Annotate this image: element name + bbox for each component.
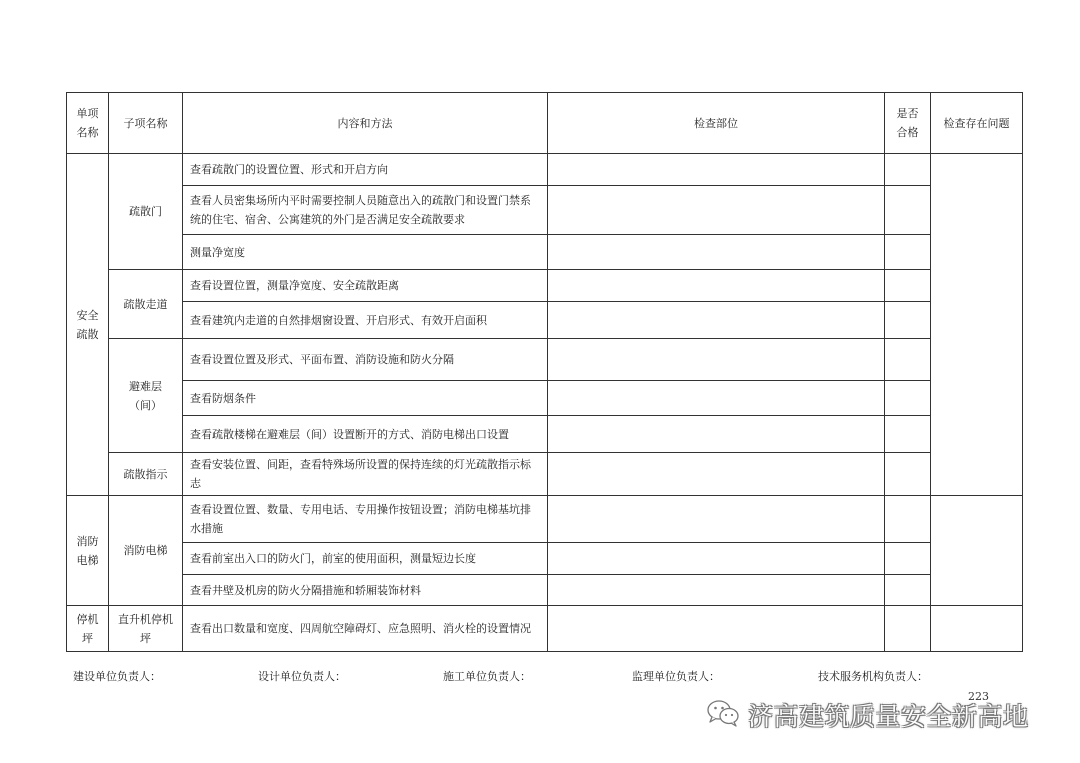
check-method: 查看前室出入口的防火门，前室的使用面积，测量短边长度 [183,543,548,575]
header-row [67,93,1023,154]
header-location: 检查部位 [548,93,885,154]
table-row [67,606,1023,652]
subitem-evacuation-corridor: 疏散走道 [109,270,183,339]
qualified-cell [885,496,931,543]
header-subitem: 子项名称 [109,93,183,154]
qualified-cell [885,575,931,606]
location-cell [548,606,885,652]
table-row [67,416,1023,453]
check-method: 查看设置位置及形式、平面布置、消防设施和防火分隔 [183,339,548,381]
table-row [67,381,1023,416]
issues-cell [931,154,1023,496]
page-number: 223 [968,690,989,703]
check-method: 查看设置位置，测量净宽度、安全疏散距离 [183,270,548,302]
location-cell [548,302,885,339]
issues-cell [931,606,1023,652]
qualified-cell [885,381,931,416]
location-cell [548,270,885,302]
sign-construction: 建设单位负责人： [73,670,161,683]
signature-footer [0,668,1080,686]
check-method: 查看疏散楼梯在避难层（间）设置断开的方式、消防电梯出口设置 [183,416,548,453]
group-helipad: 停机坪 [67,606,109,652]
check-method: 查看建筑内走道的自然排烟窗设置、开启形式、有效开启面积 [183,302,548,339]
sign-tech-service: 技术服务机构负责人： [818,670,928,683]
sign-builder: 施工单位负责人： [443,670,531,683]
header-qualified: 是否合格 [885,93,931,154]
location-cell [548,154,885,186]
header-item: 单项名称 [67,93,109,154]
location-cell [548,235,885,270]
subitem-evacuation-door: 疏散门 [109,154,183,270]
subitem-refuge-floor: 避难层（间） [109,339,183,453]
location-cell [548,453,885,496]
qualified-cell [885,339,931,381]
location-cell [548,339,885,381]
subitem-fire-elevator: 消防电梯 [109,496,183,606]
table-row [67,575,1023,606]
check-method: 查看防烟条件 [183,381,548,416]
table-row [67,339,1023,381]
check-method: 查看安装位置、间距，查看特殊场所设置的保持连续的灯光疏散指示标志 [183,453,548,496]
header-issues: 检查存在问题 [931,93,1023,154]
location-cell [548,186,885,235]
check-method: 查看疏散门的设置位置、形式和开启方向 [183,154,548,186]
group-fire-elevator: 消防电梯 [67,496,109,606]
check-method: 查看设置位置、数量、专用电话、专用操作按钮设置；消防电梯基坑排水措施 [183,496,548,543]
table-row [67,496,1023,543]
table-row [67,453,1023,496]
qualified-cell [885,270,931,302]
qualified-cell [885,606,931,652]
table-row [67,302,1023,339]
sign-design: 设计单位负责人： [258,670,346,683]
wechat-icon [706,699,740,731]
location-cell [548,575,885,606]
qualified-cell [885,154,931,186]
table-row [67,235,1023,270]
inspection-table [66,92,1023,652]
location-cell [548,381,885,416]
issues-cell [931,496,1023,606]
watermark-text: 济高建筑质量安全新高地 [748,702,1029,731]
subitem-evacuation-sign: 疏散指示 [109,453,183,496]
qualified-cell [885,416,931,453]
table-row [67,543,1023,575]
table-row [67,186,1023,235]
qualified-cell [885,186,931,235]
qualified-cell [885,235,931,270]
subitem-helipad: 直升机停机坪 [109,606,183,652]
table-row [67,154,1023,186]
watermark [706,698,1029,732]
location-cell [548,416,885,453]
group-evacuation: 安全疏散 [67,154,109,496]
location-cell [548,496,885,543]
location-cell [548,543,885,575]
sign-supervision: 监理单位负责人： [632,670,720,683]
header-method: 内容和方法 [183,93,548,154]
qualified-cell [885,453,931,496]
table-row [67,270,1023,302]
check-method: 测量净宽度 [183,235,548,270]
check-method: 查看井壁及机房的防火分隔措施和轿厢装饰材料 [183,575,548,606]
qualified-cell [885,302,931,339]
qualified-cell [885,543,931,575]
check-method: 查看出口数量和宽度、四周航空障碍灯、应急照明、消火栓的设置情况 [183,606,548,652]
check-method: 查看人员密集场所内平时需要控制人员随意出入的疏散门和设置门禁系统的住宅、宿舍、公寓建筑的外门是否满足安全疏散要求 [183,186,548,235]
